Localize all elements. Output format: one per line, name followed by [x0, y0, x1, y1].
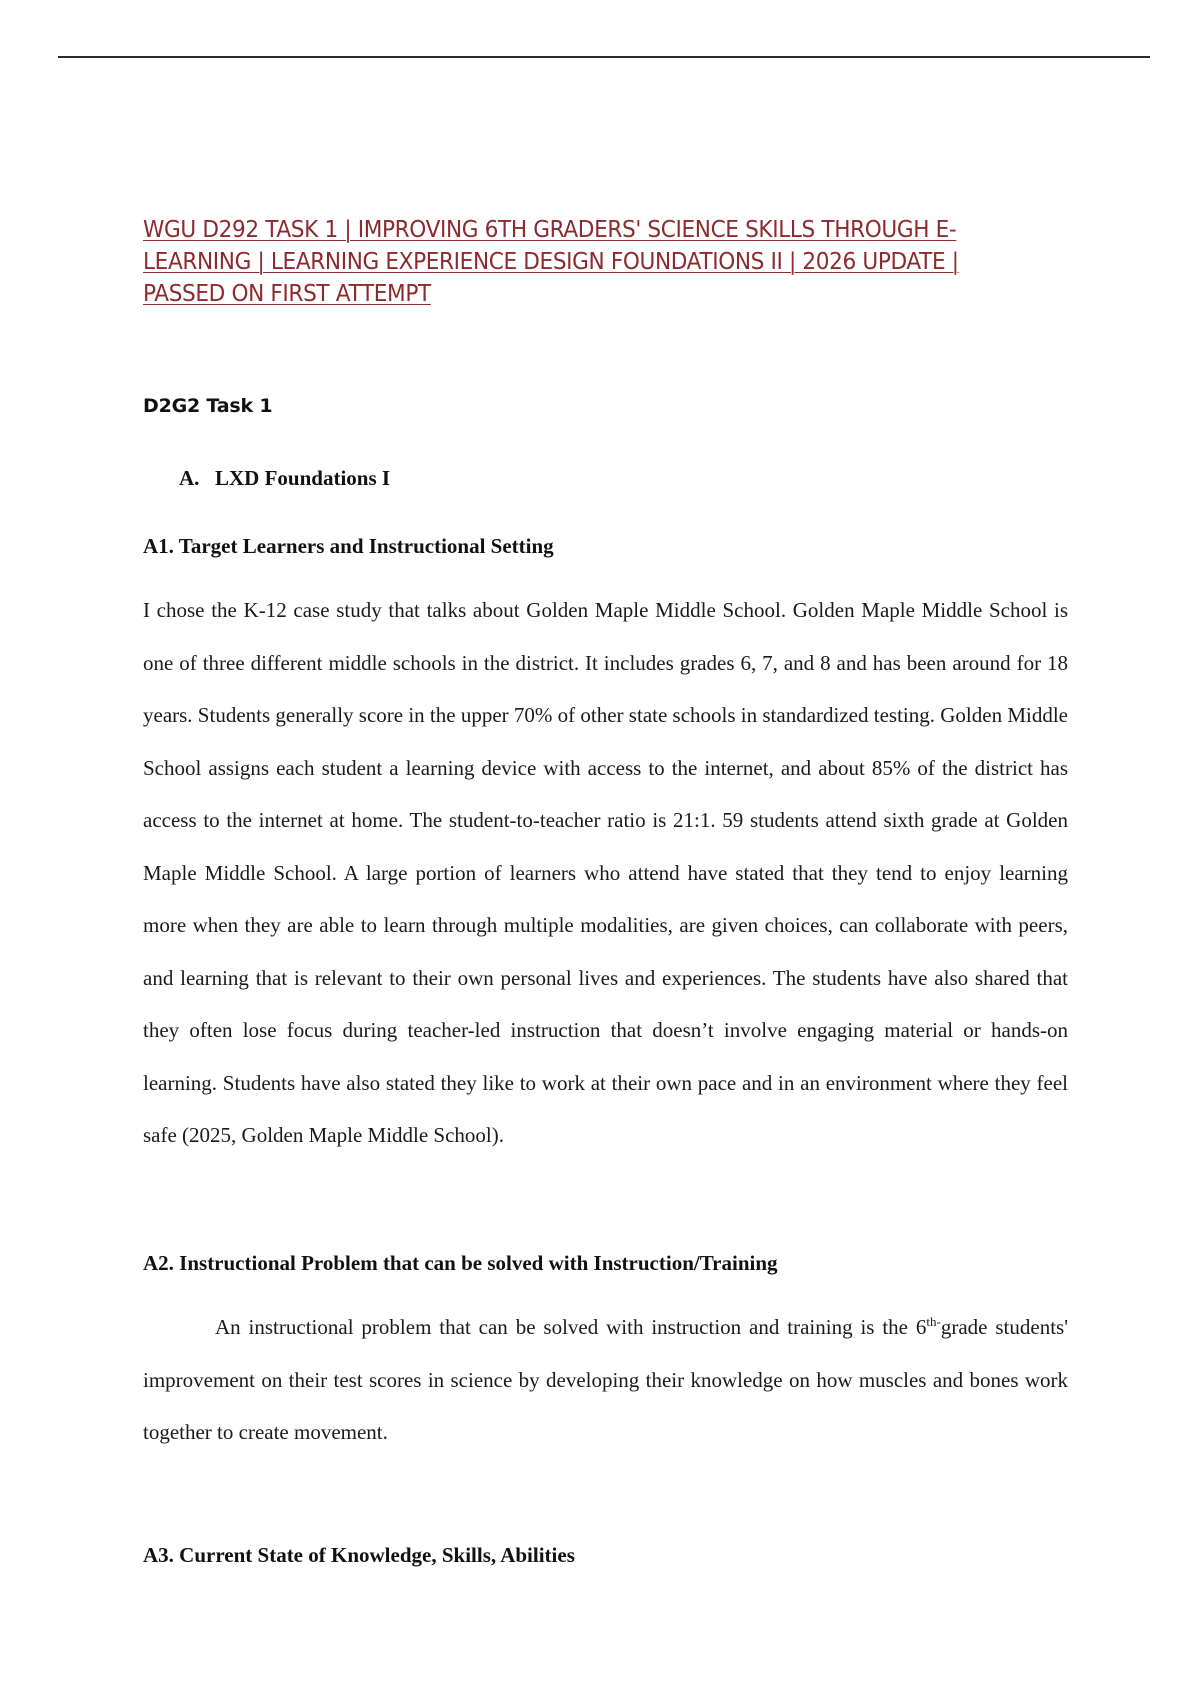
- document-subtitle: D2G2 Task 1: [143, 395, 273, 417]
- a2-paragraph-start: An instructional problem that can be solved with instruction and training is the 6: [215, 1315, 927, 1339]
- section-a-title: LXD Foundations I: [215, 466, 391, 490]
- a2-paragraph-superscript: th-: [926, 1314, 941, 1329]
- a1-paragraph: I chose the K-12 case study that talks about Golden Maple Middle School. Golden Maple Middle School is one of three different middle schools in the district. It includes grades 6, 7, and 8 and has been around for 18 years. Students generally score in the upper 70% of other state schools in standardized testing. Golden Middle School assigns each student a learning device with access to the internet, and about 85% of the district has access to the internet at home. The student-to-teacher ratio is 21:1. 59 students attend sixth grade at Golden Maple Middle School. A large portion of learners who attend have stated that they tend to enjoy learning more when they are able to learn through multiple modalities, are given choices, can collaborate with peers, and learning that is relevant to their own personal lives and experiences. The students have also shared that they often lose focus during teacher-led instruction that doesn’t involve engaging material or hands-on learning. Students have also stated they like to work at their own pace and in an environment where they feel safe (2025, Golden Maple Middle School).: [143, 598, 1068, 1147]
- document-title-text: WGU D292 TASK 1 | IMPROVING 6TH GRADERS' SCIENCE SKILLS THROUGH E-LEARNING | LEARNING EXPERIENCE DESIGN FOUNDATIONS II | 2026 UPDATE | PASSED ON FIRST ATTEMPT: [143, 217, 959, 307]
- a2-paragraph-end: grade students' improvement on their test scores in science by developing their knowledge on how muscles and bones work together to create movement.: [143, 1315, 1068, 1444]
- header-rule: [58, 56, 1150, 58]
- document-title: [143, 214, 1017, 310]
- a2-paragraph: [143, 1301, 1068, 1459]
- a1-heading: A1. Target Learners and Instructional Setting: [143, 534, 554, 558]
- a2-heading: A2. Instructional Problem that can be solved with Instruction/Training: [143, 1251, 778, 1275]
- a3-heading: A3. Current State of Knowledge, Skills, Abilities: [143, 1543, 575, 1567]
- section-a-heading: [179, 465, 390, 491]
- section-a-number: A.: [179, 466, 200, 490]
